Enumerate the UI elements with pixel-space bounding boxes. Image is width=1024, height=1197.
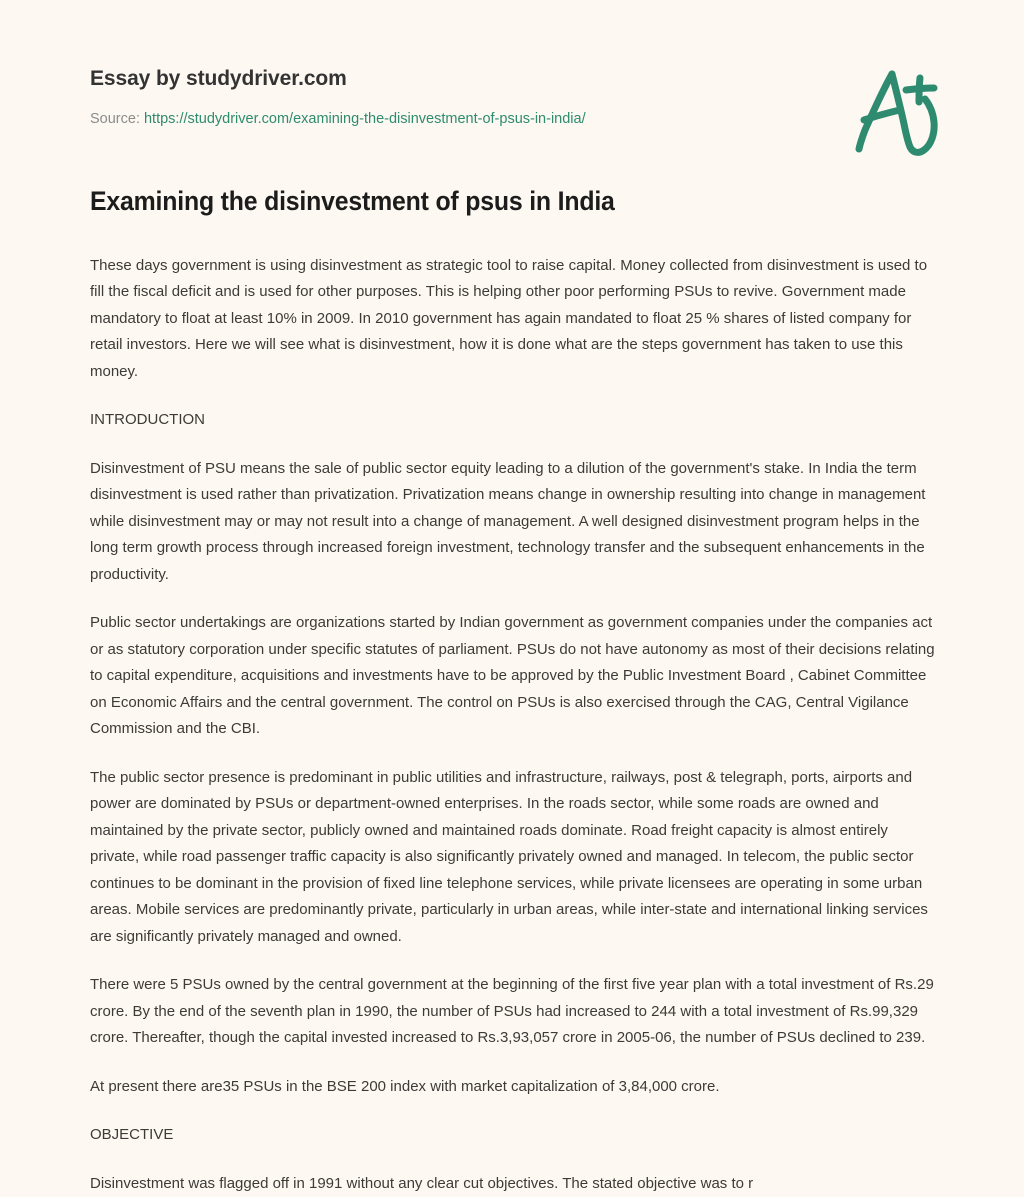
a-plus-logo-icon [840, 62, 950, 162]
a-plus-logo [840, 62, 950, 162]
article [0, 185, 1024, 1197]
body-paragraph: At present there are35 PSUs in the BSE 200 index with market capitalization of 3,84,000 crore. [90, 1077, 720, 1095]
body-paragraph: The public sector presence is predominant in public utilities and infrastructure, railways, post & telegraph, ports, airports and power are dominated by PSUs or department-owned enterprises. In the roads sector, while some roads are owned and maintained by the private sector, publicly owned and maintained roads dominate. Road freight capacity is almost entirely private, while road passenger traffic capacity is also significantly privately owned and managed. In telecom, the public sector continues to be dominant in the provision of fixed line telephone services, while private licensees are operating in some urban areas. Mobile services are predominantly private, particularly in urban areas, while inter-state and international linking services are significantly privately managed and owned. [90, 768, 928, 945]
page-header [0, 0, 1024, 129]
body-paragraph: These days government is using disinvestment as strategic tool to raise capital. Money collected from disinvestment is used to fill the fiscal deficit and is used for other purposes. This is helping other poor performing PSUs to revive. Government made mandatory to float at least 10% in 2009. In 2010 government has again mandated to float 25 % shares of listed company for retail investors. Here we will see what is disinvestment, how it is done what are the steps government has taken to use this money. [90, 256, 928, 380]
source-label: Source: [90, 111, 140, 128]
section-heading: OBJECTIVE [90, 1126, 174, 1144]
essay-byline: Essay by studydriver.com [90, 67, 347, 90]
page-title: Examining the disinvestment of psus in India [90, 186, 615, 217]
source-line [90, 110, 934, 129]
section-heading: INTRODUCTION [90, 411, 205, 429]
article-body [90, 253, 935, 1197]
body-paragraph: Disinvestment of PSU means the sale of public sector equity leading to a dilution of the government's stake. In India the term disinvestment is used rather than privatization. Privatization means change in ownership resulting into change in management while disinvestment may or may not result into a change of management. A well designed disinvestment program helps in the long term growth process through increased foreign investment, technology transfer and the subsequent enhancements in the productivity. [90, 459, 926, 583]
body-paragraph: There were 5 PSUs owned by the central government at the beginning of the first five year plan with a total investment of Rs.29 crore. By the end of the seventh plan in 1990, the number of PSUs had increased to 244 with a total investment of Rs.99,329 crore. Thereafter, though the capital invested increased to Rs.3,93,057 crore in 2005-06, the number of PSUs declined to 239. [90, 976, 934, 1047]
source-url-link[interactable]: https://studydriver.com/examining-the-disinvestment-of-psus-in-india/ [143, 111, 586, 128]
body-paragraph: Disinvestment was flagged off in 1991 without any clear cut objectives. The stated objective was to r [90, 1174, 754, 1192]
body-paragraph: Public sector undertakings are organizations started by Indian government as government companies under the companies act or as statutory corporation under specific statutes of parliament. PSUs do not have autonomy as most of their decisions relating to capital expenditure, acquisitions and investments have to be approved by the Public Investment Board , Cabinet Committee on Economic Affairs and the central government. The control on PSUs is also exercised through the CAG, Central Vigilance Commission and the CBI. [90, 614, 935, 738]
